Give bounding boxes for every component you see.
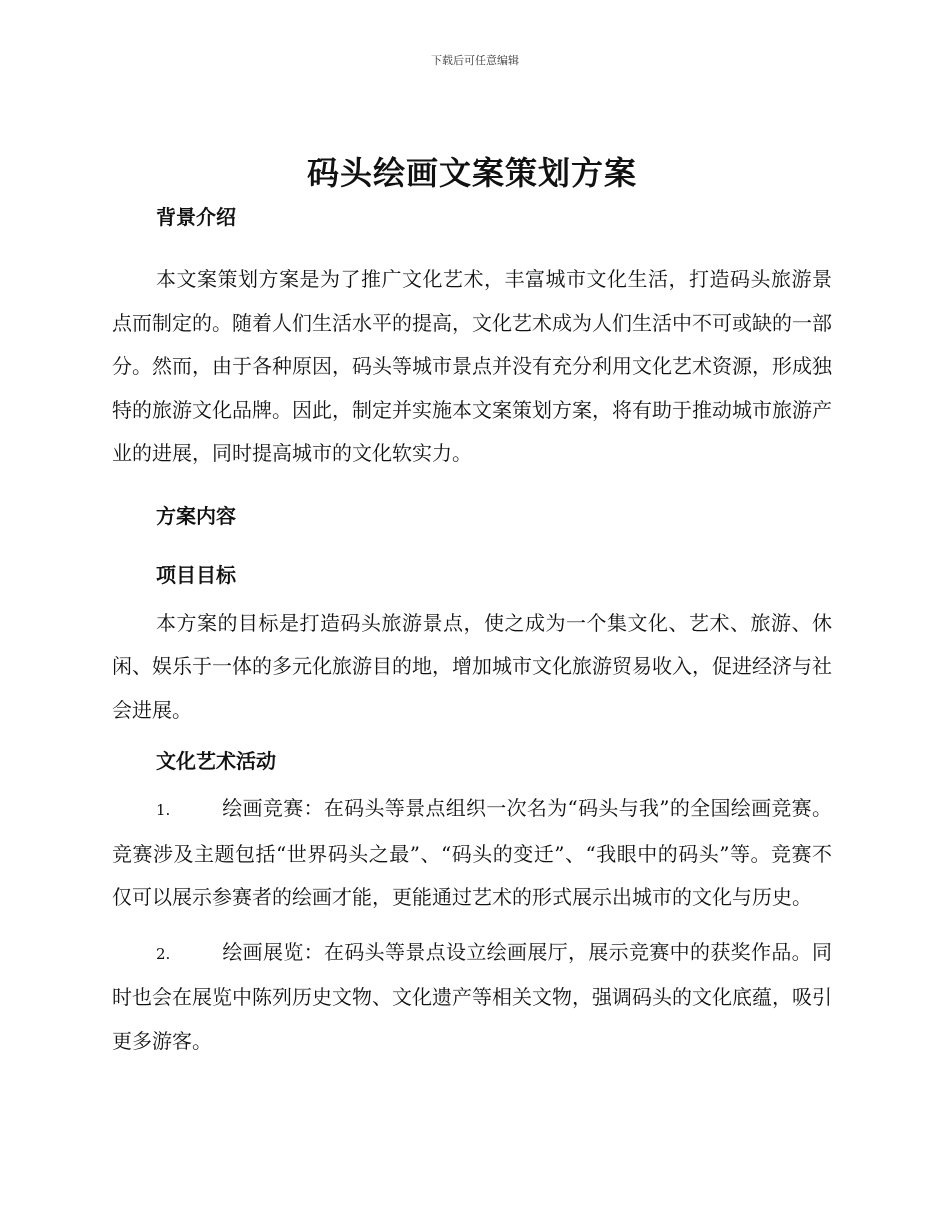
document-title: 码头绘画文案策划方案 [306,154,637,192]
section-heading-activities: 文化艺术活动 [156,749,276,773]
list-item-number: 1. [156,801,171,819]
background-paragraph: 本文案策划方案是为了推广文化艺术，丰富城市文化生活，打造码头旅游景点而制定的。随着人们生活水平的提高，文化艺术成为人们生活中不可或缺的一部分。然而，由于各种原因，码头等城市景点并没有充分利用文化艺术资源，形成独特的旅游文化品牌。因此，制定并实施本文案策划方案，将有助于推动城市旅游产业的进展，同时提高城市的文化软实力。 [112,267,832,465]
list-item-text: 绘画竞赛：在码头等景点组织一次名为“码头与我”的全国绘画竞赛。竞赛涉及主题包括“世界码头之最”、“码头的变迁”、“我眼中的码头”等。竞赛不仅可以展示参赛者的绘画才能，更能通过艺术的形式展示出城市的文化与历史。 [112,796,832,909]
section-heading-background: 背景介绍 [156,205,236,229]
section-heading-goal: 项目目标 [156,562,236,587]
section-heading-content: 方案内容 [156,503,236,528]
header-note: 下载后可任意编辑 [431,54,519,67]
goal-paragraph: 本方案的目标是打造码头旅游景点，使之成为一个集文化、艺术、旅游、休闲、娱乐于一体的多元化旅游目的地，增加城市文化旅游贸易收入，促进经济与社会进展。 [112,610,832,722]
list-item-text: 绘画展览：在码头等景点设立绘画展厅，展示竞赛中的获奖作品。同时也会在展览中陈列历史文物、文化遗产等相关文物，强调码头的文化底蕴，吸引更多游客。 [112,939,832,1053]
list-item [112,787,832,920]
list-item [112,931,832,1064]
list-item-number: 2. [156,944,171,963]
document-body [112,148,832,1063]
